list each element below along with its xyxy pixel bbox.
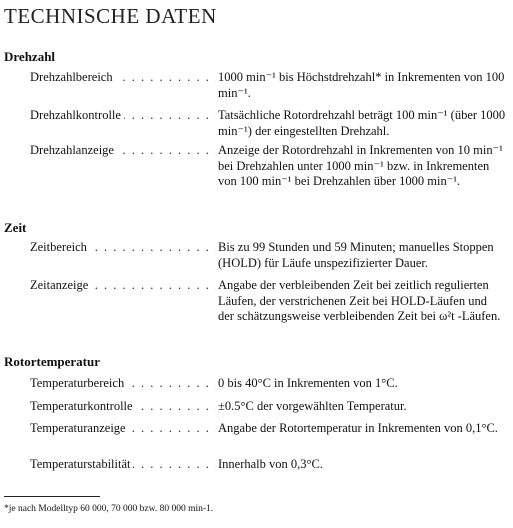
spec-value: Innerhalb von 0,3°C. xyxy=(218,457,323,471)
spec-label: Zeitanzeige . . . xyxy=(30,278,216,294)
spec-label: Temperaturanzeige . . . xyxy=(30,421,216,437)
spec-value: ±0.5°C der vorgewählten Temperatur. xyxy=(218,399,407,413)
spec-label: Drehzahlbereich . . . xyxy=(30,70,216,86)
spec-value: Bis zu 99 Stunden und 59 Minuten; manuelles Stoppen (HOLD) für Läufe unspezifizierter Dauer. xyxy=(218,240,494,270)
spec-label: Zeitbereich . . . xyxy=(30,240,216,256)
footnote: *je nach Modelltyp 60 000, 70 000 bzw. 80 000 min-1. xyxy=(4,504,214,514)
spec-label: Drehzahlkontrolle . . . xyxy=(30,108,216,124)
spec-label: Drehzahlanzeige . . . xyxy=(30,143,216,159)
spec-label: Temperaturkontrolle . . . xyxy=(30,399,216,415)
spec-value: Tatsächliche Rotordrehzahl beträgt 100 min⁻¹ (über 1000 min⁻¹) der eingestellten Drehzahl. xyxy=(218,108,506,138)
spec-value: 0 bis 40°C in Inkrementen von 1°C. xyxy=(218,376,398,390)
spec-value: Anzeige der Rotordrehzahl in Inkrementen von 10 min⁻¹ bei Drehzahlen unter 1000 min⁻¹ bzw. in Inkrementen von 100 min⁻¹ bei Drehzahlen über 1000 min⁻¹. xyxy=(218,143,503,188)
spec-value: Angabe der verbleibenden Zeit bei zeitlich regulierten Läufen, der verstrichenen Zeit bei HOLD-Läufen und der schätzungsweise verbleibenden Zeit bei ω²t -Läufen. xyxy=(218,278,501,323)
footnote-divider xyxy=(4,496,100,497)
spec-value: 1000 min⁻¹ bis Höchstdrehzahl* in Inkrementen von 100 min⁻¹. xyxy=(218,70,505,100)
page-title: TECHNISCHE DATEN xyxy=(4,4,217,28)
section-heading-zeit: Zeit xyxy=(4,220,27,235)
section-heading-rotortemperatur: Rotortemperatur xyxy=(4,354,101,369)
spec-value: Angabe der Rotortemperatur in Inkrementen von 0,1°C. xyxy=(218,421,498,435)
spec-label: Temperaturstabilität . . . xyxy=(30,457,216,473)
spec-label: Temperaturbereich . . . xyxy=(30,376,216,392)
section-heading-drehzahl: Drehzahl xyxy=(4,49,56,64)
